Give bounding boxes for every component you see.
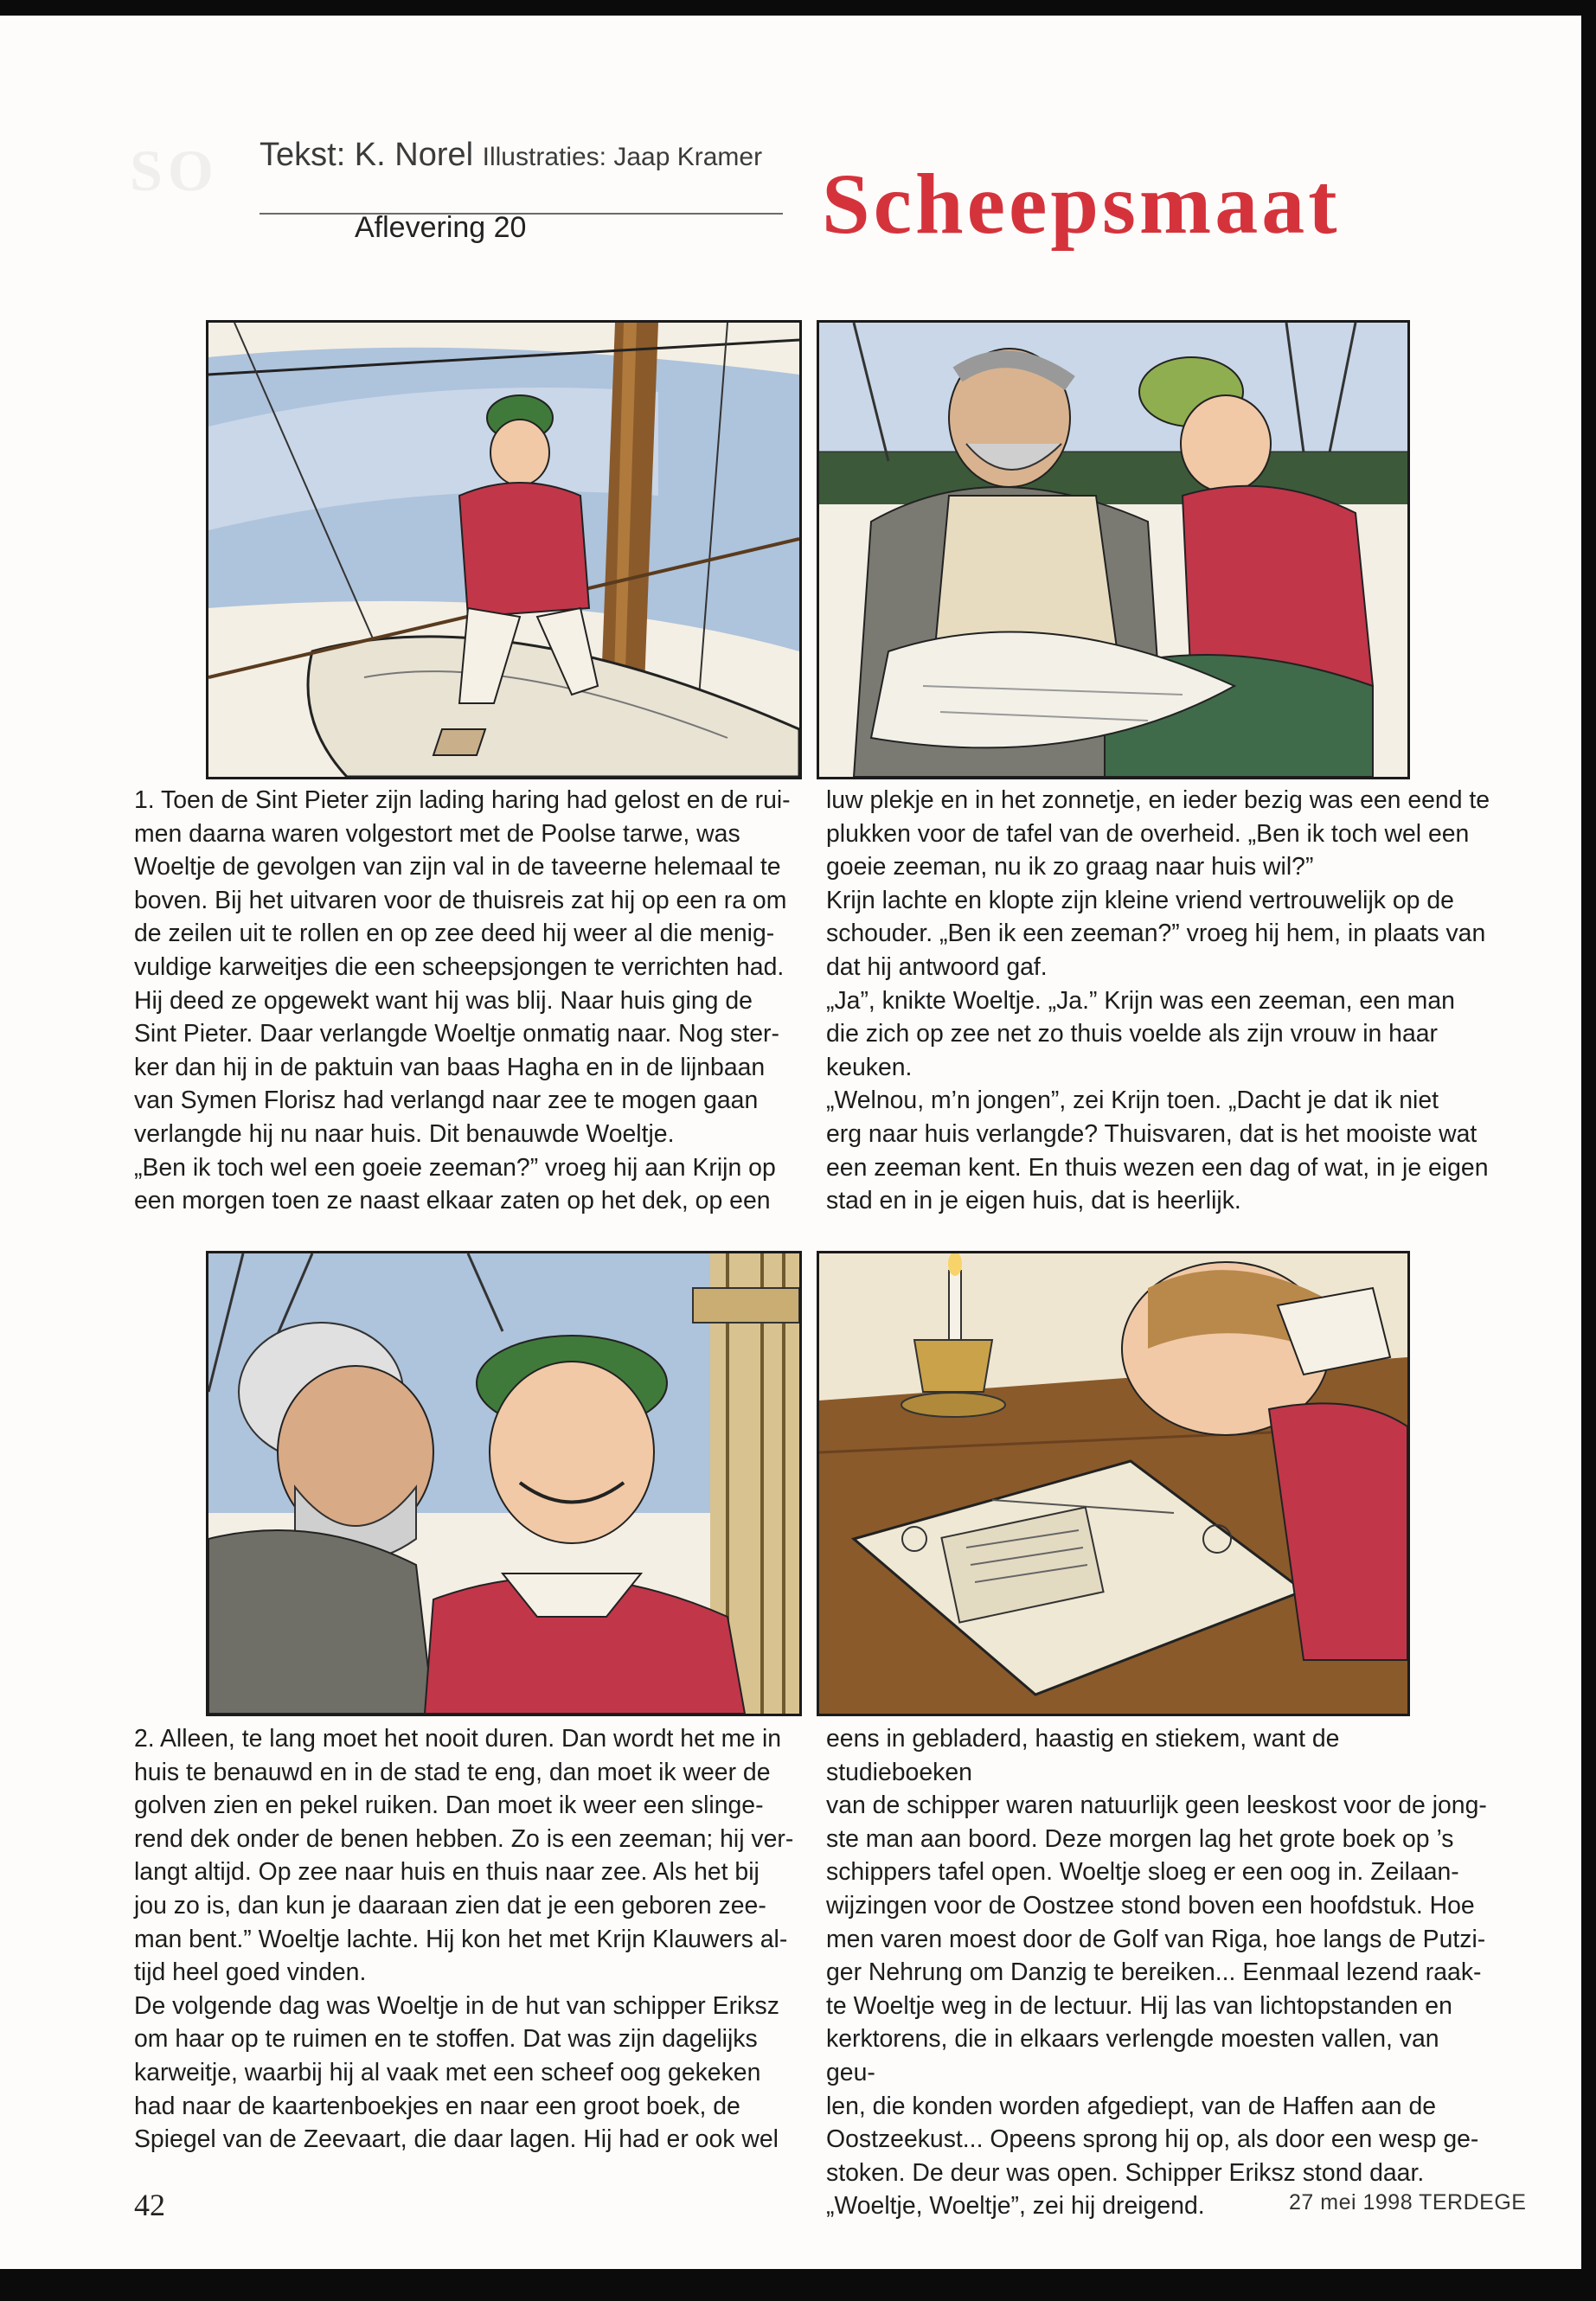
text-line: 1. Toen de Sint Pieter zijn lading haring had gelost en de rui-	[134, 786, 791, 814]
text-line: schouder. „Ben ik een zeeman?” vroeg hij hem, in plaats van	[826, 920, 1486, 948]
text-line: had naar de kaartenboekjes en naar een groot boek, de	[134, 2092, 740, 2120]
text-line: een morgen toen ze naast elkaar zaten op het dek, op een	[134, 1187, 771, 1215]
text-line: ste man aan boord. Deze morgen lag het grote boek op ’s	[826, 1824, 1454, 1853]
text-line: luw plekje en in het zonnetje, en ieder bezig was een eend te	[826, 786, 1490, 814]
episode-label: Aflevering 20	[355, 211, 527, 244]
text-line: golven zien en pekel ruiken. Dan moet ik weer een slinge-	[134, 1791, 764, 1820]
text-line: wijzingen voor de Oostzee stond boven een hoofdstuk. Hoe	[826, 1891, 1475, 1920]
text-line: keuken.	[826, 1053, 913, 1081]
page-number: 42	[134, 2188, 165, 2222]
text-line: Spiegel van de Zeevaart, die daar lagen. Hij had er ook wel	[134, 2125, 779, 2154]
text-line: de zeilen uit te rollen en op zee deed hij weer al die menig-	[134, 920, 775, 948]
text-line: rend dek onder de benen hebben. Zo is een zeeman; hij ver-	[134, 1824, 794, 1853]
panel-3-krijn-and-woeltje	[206, 1251, 802, 1716]
panel-2-illustration	[819, 323, 1407, 777]
text-line: boven. Bij het uitvaren voor de thuisreis zat hij op een ra om	[134, 886, 787, 914]
magazine-page	[0, 16, 1581, 2269]
panel-3-illustration	[208, 1253, 799, 1714]
text-line: len, die konden worden afgediept, van de Haffen aan de	[826, 2092, 1437, 2120]
panel-4-illustration	[819, 1253, 1407, 1714]
text-line: huis te benauwd en in de stad te eng, dan moet ik weer de	[134, 1758, 771, 1786]
text-line: erg naar huis verlangde? Thuisvaren, dat is het mooiste wat	[826, 1119, 1477, 1148]
text-line: man bent.” Woeltje lachte. Hij kon het met Krijn Klauwers al-	[134, 1925, 788, 1953]
text-line: van de schipper waren natuurlijk geen leeskost voor de jong-	[826, 1791, 1487, 1820]
text-line: te Woeltje weg in de lectuur. Hij las van lichtopstanden en	[826, 1991, 1452, 2020]
section-2-right-column	[826, 1722, 1492, 2223]
text-line: stoken. De deur was open. Schipper Eriksz stond daar.	[826, 2158, 1425, 2187]
series-title: Scheepsmaat	[822, 156, 1341, 252]
illustrator-credit: Illustraties: Jaap Kramer	[482, 143, 763, 171]
text-line: ger Nehrung om Danzig te bereiken... Eenmaal lezend raak-	[826, 1958, 1482, 1987]
section-1-right-column	[826, 784, 1492, 1218]
credits-line	[260, 137, 762, 174]
text-line: „Ja”, knikte Woeltje. „Ja.” Krijn was een zeeman, een man	[826, 986, 1455, 1015]
text-line: eens in gebladerd, haastig en stiekem, want de studieboeken	[826, 1725, 1340, 1786]
text-line: karweitje, waarbij hij al vaak met een scheef oog gekeken	[134, 2058, 761, 2086]
text-line: van Symen Florisz had verlangd naar zee te mogen gaan	[134, 1086, 759, 1115]
text-line: 2. Alleen, te lang moet het nooit duren. Dan wordt het me in	[134, 1725, 782, 1753]
text-line: om haar op te ruimen en te stoffen. Dat was zijn dagelijks	[134, 2025, 758, 2054]
background-ghost-lettering: SO	[130, 138, 219, 203]
text-line: langt altijd. Op zee naar huis en thuis naar zee. Als het bij	[134, 1858, 760, 1887]
text-line: een zeeman kent. En thuis wezen een dag of wat, in je eigen	[826, 1153, 1489, 1182]
text-line: stad en in je eigen huis, dat is heerlijk.	[826, 1187, 1241, 1215]
text-line: Woeltje de gevolgen van zijn val in de taveerne helemaal te	[134, 853, 781, 881]
text-line: ker dan hij in de paktuin van baas Hagha en in de lijnbaan	[134, 1053, 766, 1081]
text-line: plukken voor de tafel van de overheid. „Ben ik toch wel een	[826, 819, 1470, 848]
text-line: „Ben ik toch wel een goeie zeeman?” vroeg hij aan Krijn op	[134, 1153, 776, 1182]
text-line: men daarna waren volgestort met de Poolse tarwe, was	[134, 819, 740, 848]
text-line: schippers tafel open. Woeltje sloeg er een oog in. Zeilaan-	[826, 1858, 1459, 1887]
author-credit: Tekst: K. Norel	[260, 137, 474, 173]
text-line: die zich op zee net zo thuis voelde als zijn vrouw in haar	[826, 1020, 1439, 1048]
text-line: „Woeltje, Woeltje”, zei hij dreigend.	[826, 2192, 1205, 2221]
panel-1-illustration	[208, 323, 799, 777]
section-2-left-column	[134, 1722, 800, 2157]
text-line: men varen moest door de Golf van Riga, hoe langs de Putzi-	[826, 1925, 1486, 1953]
text-line: Oostzeekust... Opeens sprong hij op, als door een wesp ge-	[826, 2125, 1479, 2154]
section-1-left-column	[134, 784, 800, 1218]
text-line: dat hij antwoord gaf.	[826, 952, 1048, 981]
text-line: vuldige karweitjes die een scheepsjongen te verrichten had.	[134, 952, 785, 981]
text-line: „Welnou, m’n jongen”, zei Krijn toen. „Dacht je dat ik niet	[826, 1086, 1439, 1115]
text-line: goeie zeeman, nu ik zo graag naar huis wil?”	[826, 853, 1314, 881]
text-line: kerktorens, die in elkaars verlengde moesten vallen, van geu-	[826, 2025, 1439, 2086]
issue-footer: 27 mei 1998 TERDEGE	[1289, 2190, 1527, 2214]
text-line: Hij deed ze opgewekt want hij was blij. Naar huis ging de	[134, 986, 753, 1015]
text-line: verlangde hij nu naar huis. Dit benauwde Woeltje.	[134, 1119, 675, 1148]
panel-1-boy-on-yard	[206, 320, 802, 779]
text-line: jou zo is, dan kun je daaraan zien dat je een geboren zee-	[134, 1891, 766, 1920]
panel-2-plucking-duck	[817, 320, 1410, 779]
text-line: tijd heel goed vinden.	[134, 1958, 367, 1987]
panel-4-reading-book	[817, 1251, 1410, 1716]
text-line: Sint Pieter. Daar verlangde Woeltje onmatig naar. Nog ster-	[134, 1020, 779, 1048]
text-line: Krijn lachte en klopte zijn kleine vriend vertrouwelijk op de	[826, 886, 1454, 914]
text-line: De volgende dag was Woeltje in de hut van schipper Eriksz	[134, 1991, 779, 2020]
